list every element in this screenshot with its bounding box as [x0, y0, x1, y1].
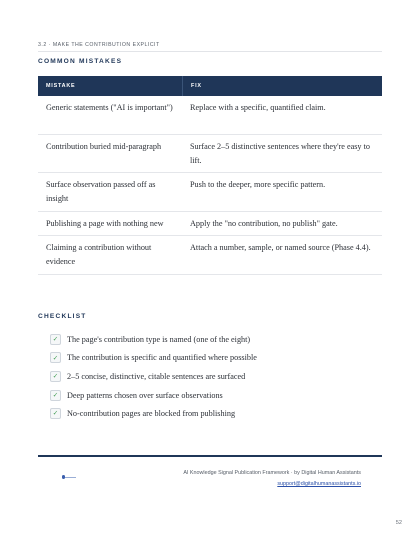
section-title-common-mistakes: COMMON MISTAKES: [38, 58, 123, 65]
footer-divider: [38, 455, 382, 457]
checklist-item-text: Deep patterns chosen over surface observations: [67, 390, 223, 400]
table-row: [38, 212, 382, 237]
checklist-item: [50, 349, 380, 368]
checklist-item: [50, 367, 380, 386]
fix-cell: Replace with a specific, quantified claim.: [190, 103, 326, 112]
column-header-mistake: MISTAKE: [38, 76, 183, 96]
fix-cell: Apply the "no contribution, no publish" gate.: [190, 218, 338, 228]
table-row: [38, 236, 382, 275]
checklist-item-text: No-contribution pages are blocked from publishing: [67, 409, 236, 419]
fix-cell: Surface 2–5 distinctive sentences where they're easy to lift.: [190, 141, 370, 165]
checklist-item-text: The page's contribution type is named (one of the eight): [67, 334, 251, 344]
fix-cell: Attach a number, sample, or named source (Phase 4.4).: [190, 243, 371, 253]
checkmark-icon: ✓: [50, 352, 61, 363]
mistake-cell: Publishing a page with nothing new: [46, 218, 164, 228]
section-title-checklist: CHECKLIST: [38, 313, 87, 320]
footer-logo-mark: [62, 475, 78, 479]
checklist-item: [50, 404, 380, 423]
checklist-item: [50, 330, 380, 349]
mistake-cell: Claiming a contribution without evidence: [46, 243, 152, 267]
mistake-cell: Surface observation passed off as insight: [46, 180, 156, 204]
checkmark-icon: ✓: [50, 408, 61, 419]
table-row: [38, 96, 382, 135]
checklist-item-text: The contribution is specific and quantified where possible: [67, 353, 257, 363]
running-head: 3.2 · MAKE THE CONTRIBUTION EXPLICIT: [38, 42, 382, 52]
footer-credit: AI Knowledge Signal Publication Framework · by Digital Human Assistants: [183, 470, 361, 476]
support-email-link[interactable]: support@digitalhumanassistants.io: [277, 481, 361, 487]
checkmark-icon: ✓: [50, 334, 61, 345]
column-header-fix: FIX: [191, 83, 202, 89]
checklist-item: [50, 386, 380, 405]
checkmark-icon: ✓: [50, 371, 61, 382]
mistake-cell: Generic statements ("AI is important"): [46, 103, 173, 112]
mistake-cell: Contribution buried mid-paragraph: [46, 141, 162, 151]
mistakes-table: [38, 76, 382, 275]
table-row: [38, 173, 382, 212]
page-number: 52: [395, 520, 402, 526]
checkmark-icon: ✓: [50, 390, 61, 401]
fix-cell: Push to the deeper, more specific pattern.: [190, 180, 326, 190]
checklist-item-text: 2–5 concise, distinctive, citable sentences are surfaced: [67, 371, 246, 381]
checklist: [50, 330, 380, 423]
table-row: [38, 135, 382, 174]
table-header: [38, 76, 382, 96]
